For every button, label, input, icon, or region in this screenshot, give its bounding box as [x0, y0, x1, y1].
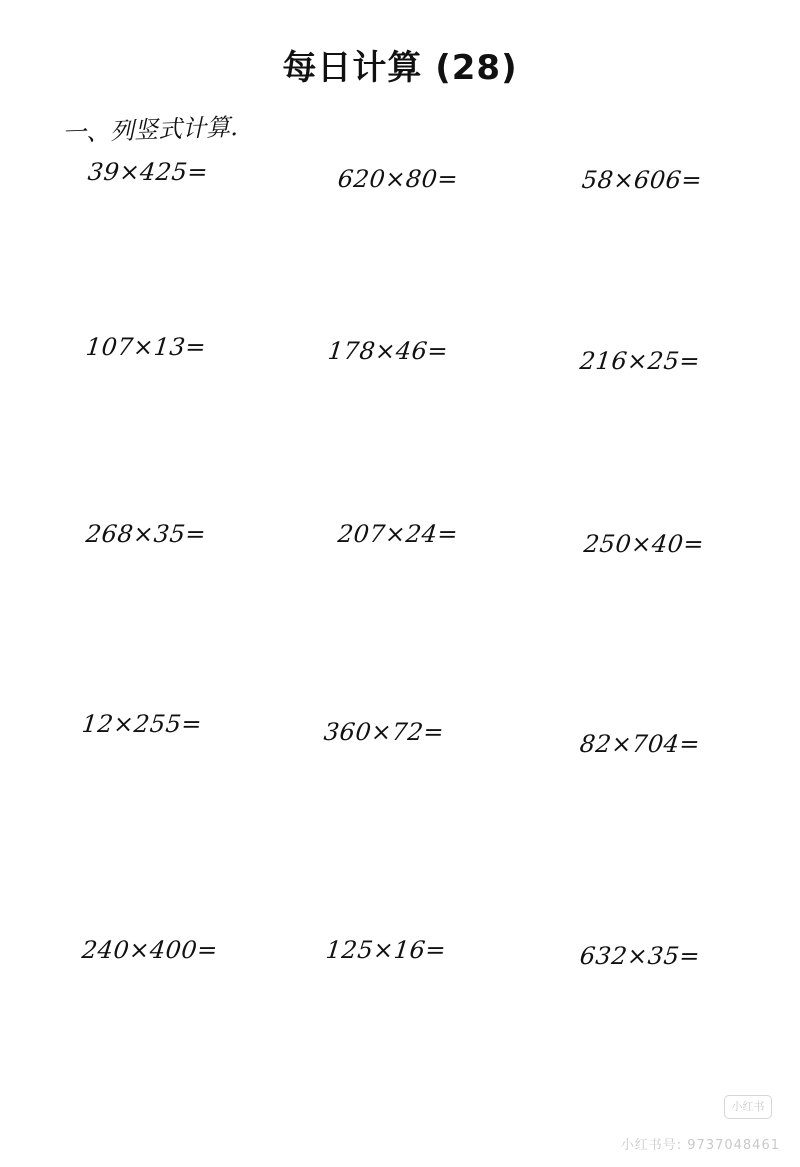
problem-12: 82×704= [578, 730, 702, 758]
watermark-logo: 小红书 [724, 1095, 772, 1119]
problem-13: 240×400= [80, 936, 220, 964]
problem-11: 360×72= [322, 718, 446, 746]
problem-1: 39×425= [86, 158, 210, 186]
watermark-id: 小红书号: 9737048461 [620, 1138, 780, 1153]
problem-5: 178×46= [326, 337, 450, 365]
problem-14: 125×16= [324, 936, 448, 964]
problem-7: 268×35= [84, 520, 208, 548]
problem-9: 250×40= [582, 530, 706, 558]
problem-15: 632×35= [578, 942, 702, 970]
problem-3: 58×606= [580, 166, 704, 194]
problem-10: 12×255= [80, 710, 204, 738]
section-heading: 一、列竖式计算. [61, 112, 239, 148]
problem-2: 620×80= [336, 165, 460, 193]
page-title: 每日计算 (28) [282, 48, 518, 88]
problem-8: 207×24= [336, 520, 460, 548]
problem-6: 216×25= [578, 347, 702, 375]
problem-4: 107×13= [84, 333, 208, 361]
